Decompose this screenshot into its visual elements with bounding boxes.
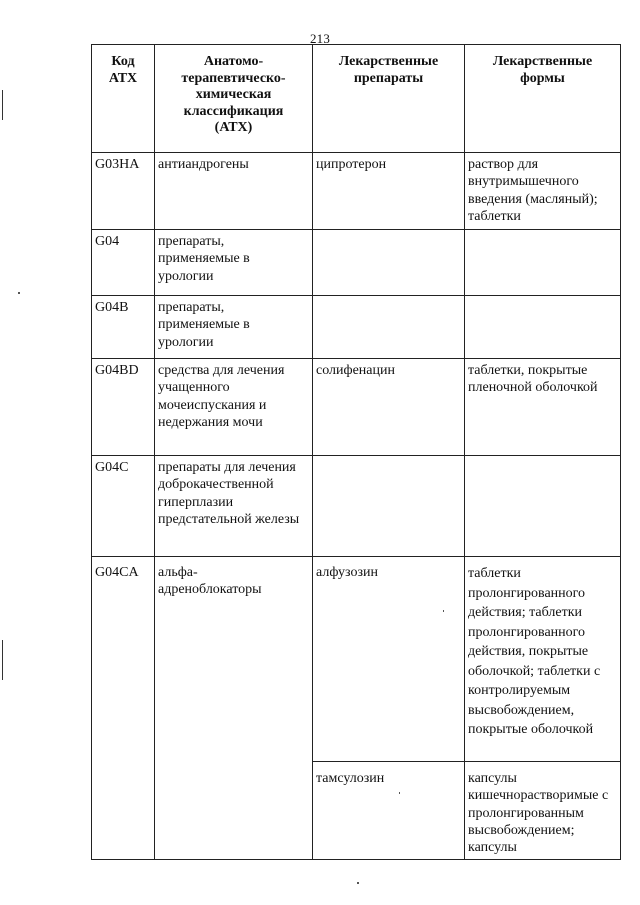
atc-classification: препараты, применяемые в урологии [155,230,313,296]
atc-classification: препараты, применяемые в урологии [155,296,313,359]
header-drugs: Лекарственные препараты [313,45,465,153]
atc-code: G04B [92,296,155,359]
drug-name: ципротерон [313,153,465,230]
scan-speck [357,882,359,884]
drug-name: солифенацин [313,359,465,456]
dosage-forms: капсулы кишечнорастворимые с пролонгированным высвобождением; капсулы [465,762,621,860]
table-row [92,359,621,456]
scan-edge-mark [2,640,3,680]
drug-name [313,230,465,296]
scan-edge-mark [2,90,3,120]
page-number: 213 [309,31,331,46]
atc-code: G04BD [92,359,155,456]
drug-name: алфузозин [313,557,465,762]
table-row [92,153,621,230]
atc-code: G04 [92,230,155,296]
atc-classification: препараты для лечения доброкачественной гиперплазии предстательной железы [155,456,313,557]
atc-classification: антиандрогены [155,153,313,230]
atc-code: G04CA [92,557,155,860]
drug-name [313,456,465,557]
atc-code: G04C [92,456,155,557]
table-row [92,230,621,296]
dosage-forms: таблетки, покрытые пленочной оболочкой [465,359,621,456]
header-classification: Анатомо-терапевтическо-химическая классификация (АТХ) [155,45,313,153]
dosage-forms [465,456,621,557]
drug-name [313,296,465,359]
atc-code: G03HA [92,153,155,230]
atc-classification: средства для лечения учащенного мочеиспускания и недержания мочи [155,359,313,456]
atc-table [91,44,621,860]
atc-classification: альфа-адреноблокаторы [155,557,313,860]
table-row [92,456,621,557]
drug-name: тамсулозин [313,762,465,860]
dosage-forms: раствор для внутримышечного введения (масляный); таблетки [465,153,621,230]
dosage-forms [465,230,621,296]
dosage-forms [465,296,621,359]
table-row [92,557,621,762]
table-row [92,296,621,359]
scan-speck [18,292,20,294]
scan-speck [399,792,400,794]
header-code: Код АТХ [92,45,155,153]
header-forms: Лекарственные формы [465,45,621,153]
table-header-row [92,45,621,153]
scan-speck [443,610,444,612]
dosage-forms: таблетки пролонгированного действия; таблетки пролонгированного действия, покрытые оболочкой; таблетки с контролируемым высвобождением, покрытые оболочкой [465,557,621,762]
